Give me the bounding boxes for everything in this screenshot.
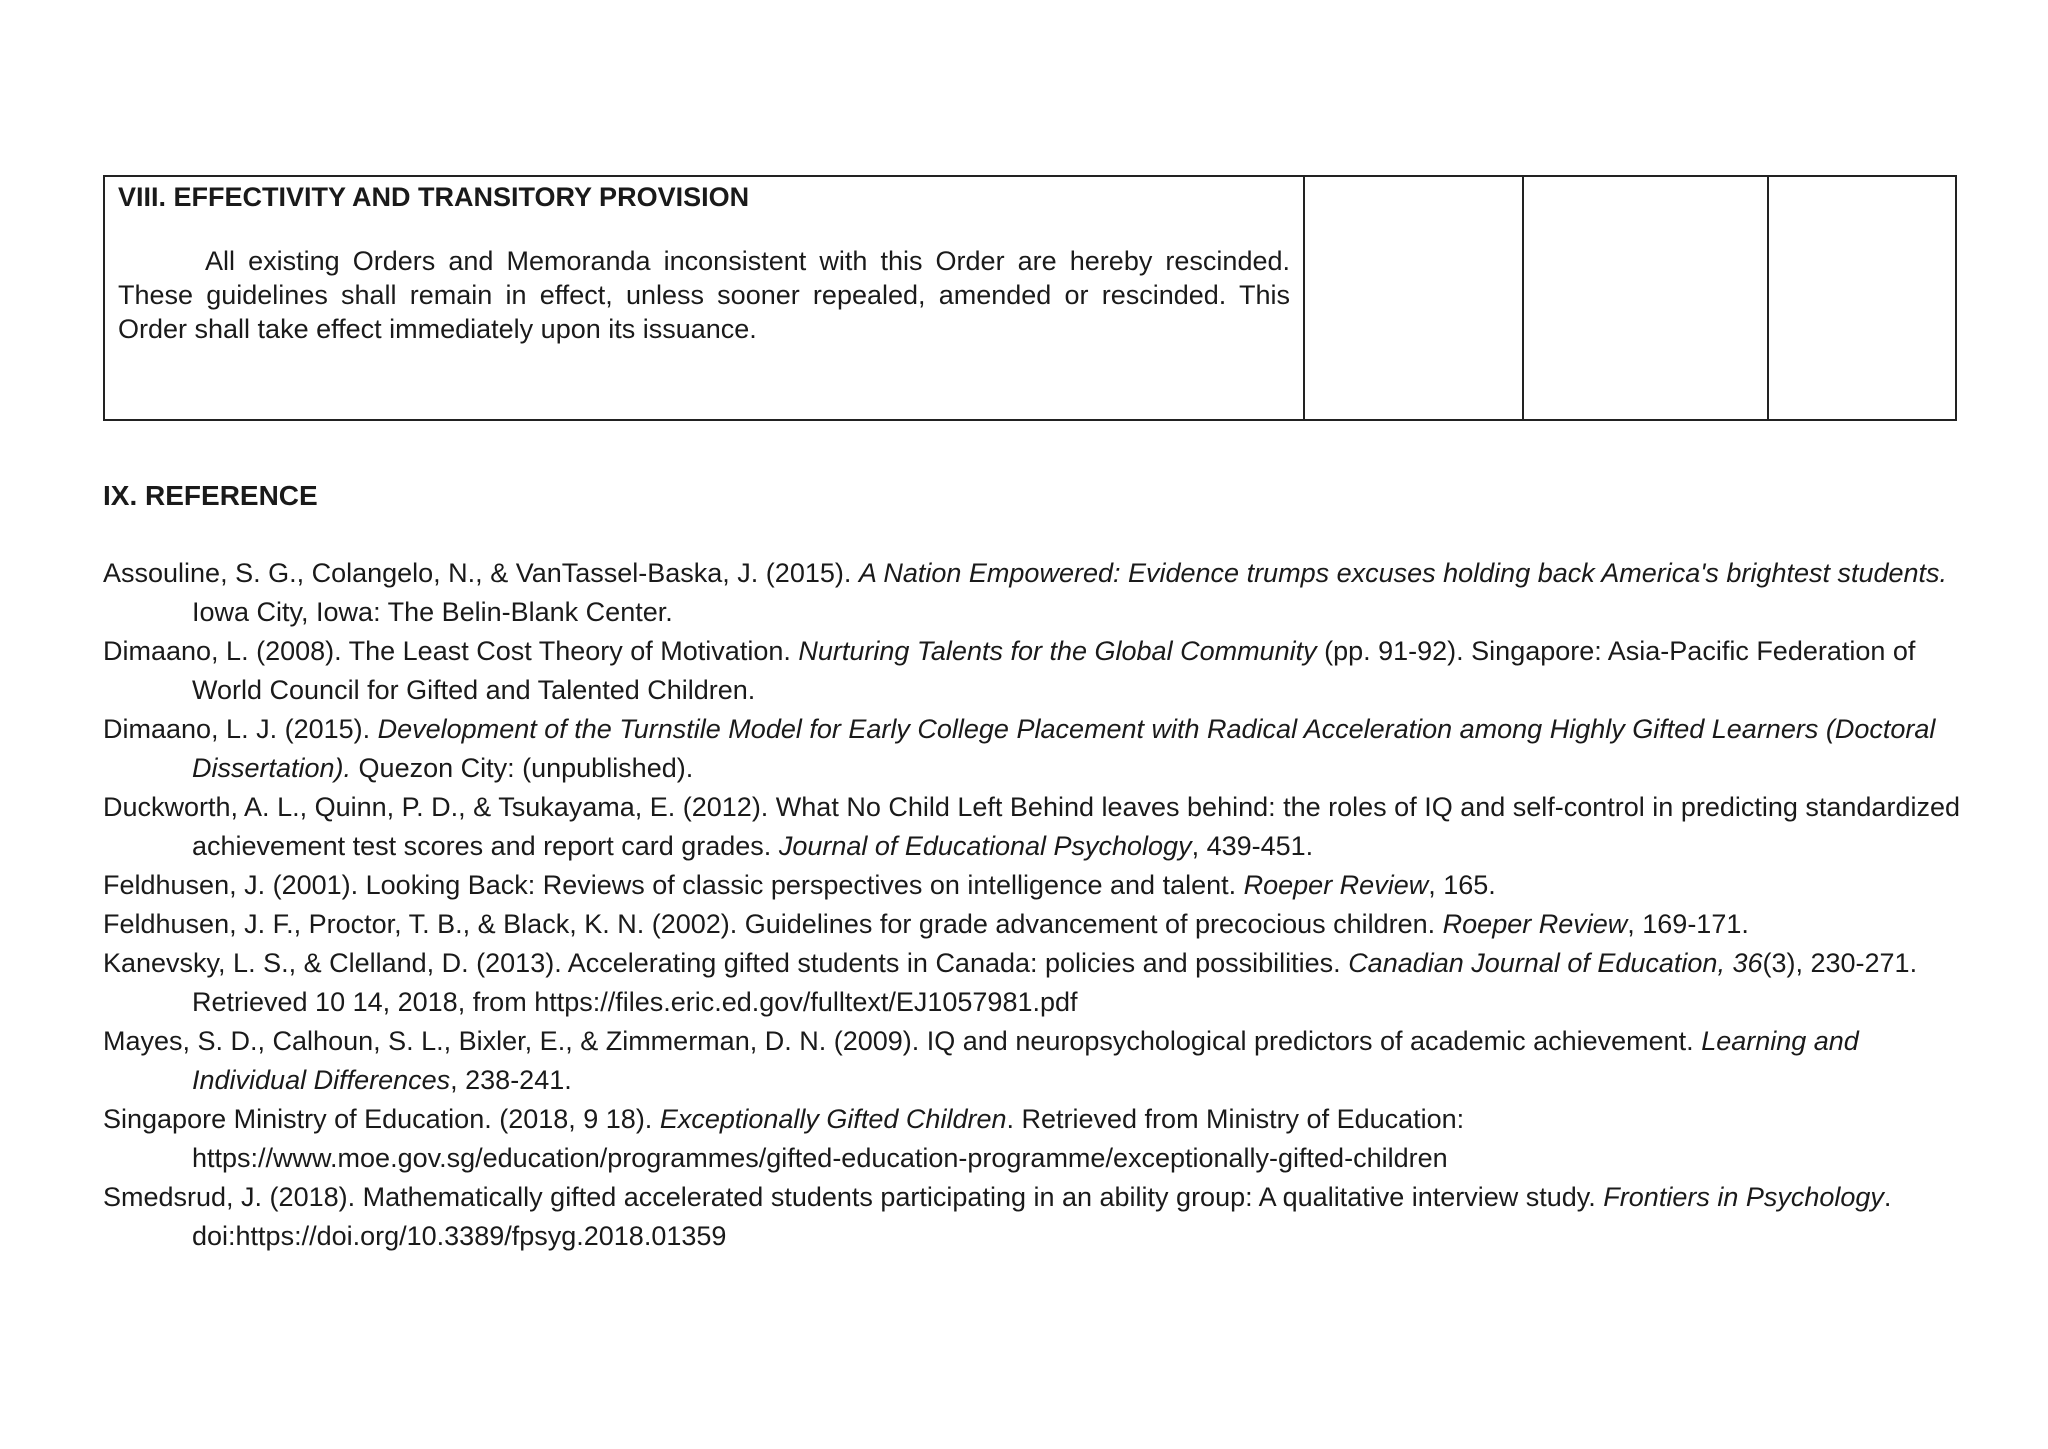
reference-list [103,554,1963,1256]
reference-text: . doi:https://doi.org/10.3389/fpsyg.2018.01359 [192,1182,1892,1251]
reference-title: Canadian Journal of Education, 36 [1348,948,1763,978]
reference-text: Kanevsky, L. S., & Clelland, D. (2013). Accelerating gifted students in Canada: policies and possibilities. [103,948,1349,978]
reference-text: Quezon City: (unpublished). [351,753,694,783]
reference-text: Feldhusen, J. (2001). Looking Back: Reviews of classic perspectives on intelligence and talent. [103,870,1244,900]
reference-section [103,478,1963,1256]
reference-item [103,1022,1963,1100]
reference-item [103,1100,1963,1178]
reference-title: Frontiers in Psychology [1603,1182,1884,1212]
reference-item [103,944,1963,1022]
reference-text: Singapore Ministry of Education. (2018, 9 18). [103,1104,660,1134]
reference-title: Exceptionally Gifted Children [659,1104,1007,1134]
reference-item [103,905,1963,944]
reference-title: Development of the Turnstile Model for Early College Placement with Radical Acceleration among Highly Gifted Learners (Doctoral Dissertation). [192,714,1936,783]
reference-text: , 169-171. [1627,909,1749,939]
provision-main-cell [105,177,1305,419]
reference-item [103,1178,1963,1256]
reference-title: Journal of Educational Psychology [778,831,1192,861]
provision-empty-cell-1 [1305,177,1524,419]
reference-title: Roeper Review [1442,909,1628,939]
reference-text: Duckworth, A. L., Quinn, P. D., & Tsukayama, E. (2012). What No Child Left Behind leaves behind: the roles of IQ and self-control in predicting standardized achievement test scores and report card grades. [103,792,1960,861]
reference-text: Mayes, S. D., Calhoun, S. L., Bixler, E., & Zimmerman, D. N. (2009). IQ and neuropsychological predictors of academic achievement. [103,1026,1702,1056]
reference-text: Smedsrud, J. (2018). Mathematically gifted accelerated students participating in an ability group: A qualitative interview study. [103,1182,1604,1212]
reference-text: , 238-241. [450,1065,572,1095]
reference-text: . Retrieved from Ministry of Education: https://www.moe.gov.sg/education/programmes/gifted-education-programme/exceptionally-gifted-children [192,1104,1465,1173]
reference-text: (pp. 91-92). Singapore: Asia-Pacific Federation of World Council for Gifted and Talented Children. [192,636,1916,705]
provision-empty-cell-3 [1769,177,1955,419]
provision-body: All existing Orders and Memoranda inconsistent with this Order are hereby rescinded. These guidelines shall remain in effect, unless sooner repealed, amended or rescinded. This Order shall take effect immediately upon its issuance. [118,246,1290,344]
reference-text: , 439-451. [1191,831,1314,861]
reference-text: Iowa City, Iowa: The Belin-Blank Center. [192,597,673,627]
provision-table [103,175,1957,421]
reference-title: Roeper Review [1243,870,1429,900]
provision-empty-cell-2 [1524,177,1769,419]
reference-text: , 165. [1428,870,1496,900]
reference-text: Dimaano, L. J. (2015). [103,714,378,744]
reference-text: (3), 230-271. Retrieved 10 14, 2018, from https://files.eric.ed.gov/fulltext/EJ1057981.pdf [192,948,1918,1017]
reference-heading: IX. REFERENCE [103,480,318,511]
reference-item [103,632,1963,710]
reference-text: Assouline, S. G., Colangelo, N., & VanTassel-Baska, J. (2015). [103,558,859,588]
reference-text: Feldhusen, J. F., Proctor, T. B., & Black, K. N. (2002). Guidelines for grade advancement of precocious children. [103,909,1443,939]
provision-heading: VIII. EFFECTIVITY AND TRANSITORY PROVISION [118,182,750,212]
reference-item [103,710,1963,788]
reference-title: Nurturing Talents for the Global Community [798,636,1317,666]
reference-title: A Nation Empowered: Evidence trumps excuses holding back America's brightest students. [858,558,1948,588]
reference-item [103,554,1963,632]
reference-item [103,788,1963,866]
reference-text: Dimaano, L. (2008). The Least Cost Theory of Motivation. [103,636,799,666]
reference-title: Learning and Individual Differences [192,1026,1859,1095]
reference-item [103,866,1963,905]
